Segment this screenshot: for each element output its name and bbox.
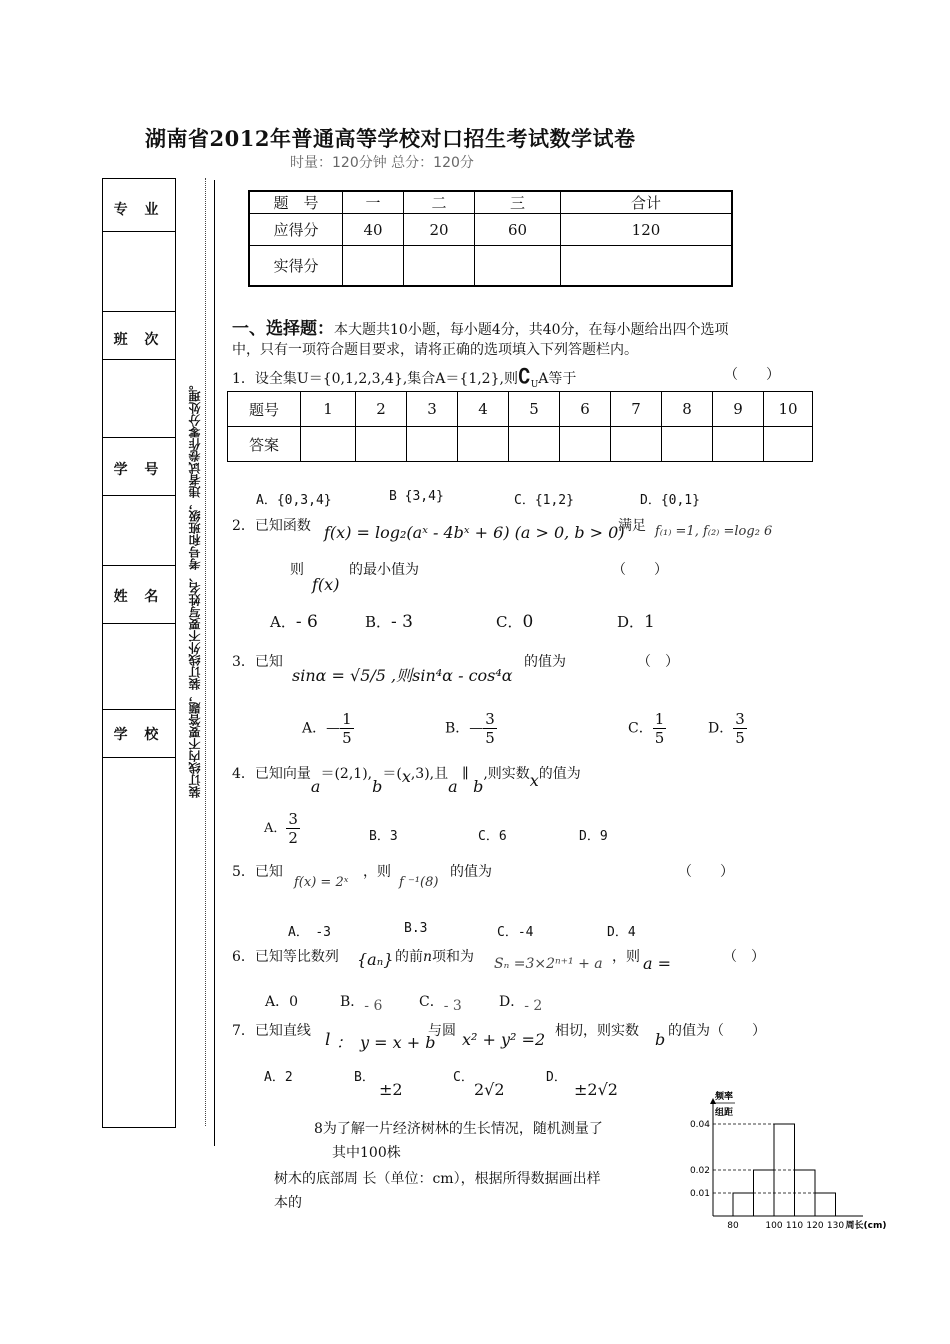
q1-tail: A等于 bbox=[538, 371, 577, 387]
q1-option-c: C．{1,2} bbox=[514, 493, 574, 508]
x-tick-label: 100 bbox=[765, 1221, 783, 1231]
q6-a: a = bbox=[643, 954, 672, 973]
binding-notice: 装订线内不要答题，装订线外不要写姓名、考号和班级，违者试卷作零分处理。 bbox=[188, 378, 202, 798]
field-class: 班 次 bbox=[113, 332, 165, 348]
q1-option-d: D．{0,1} bbox=[640, 493, 700, 508]
answer-header-cell: 9 bbox=[713, 392, 764, 427]
answer-header-cell: 8 bbox=[662, 392, 713, 427]
x-tick-label: 120 bbox=[806, 1221, 824, 1231]
q1-option-b: B {3,4} bbox=[389, 489, 444, 504]
answer-header-cell: 1 bbox=[301, 392, 356, 427]
q7-line-eq: ： y = x + b bbox=[336, 1033, 436, 1052]
answer-header-cell: 7 bbox=[611, 392, 662, 427]
parallel-symbol: ∥ bbox=[462, 766, 469, 782]
q3-option-a-num: 1 bbox=[342, 710, 352, 728]
q4-vec-a2: a bbox=[448, 777, 458, 796]
q4-option-d: D．9 bbox=[579, 829, 608, 844]
q4-x2: x bbox=[529, 771, 539, 790]
q3-option-b-den: 5 bbox=[485, 729, 495, 747]
score-input-cell[interactable] bbox=[404, 246, 475, 286]
q2-option-a bbox=[270, 611, 318, 632]
question-1 bbox=[232, 364, 576, 390]
q6-t1 bbox=[395, 946, 474, 966]
section-intro-line1: 本大题共10小题，每小题4分，共40分，在每小题给出四个选项 bbox=[334, 322, 729, 338]
q7-l: l bbox=[325, 1030, 331, 1050]
q3-option-b-label: B．— bbox=[445, 720, 484, 737]
q7-option-c-label: C． bbox=[453, 1070, 474, 1085]
q2-option-d-value: 1 bbox=[644, 612, 655, 632]
q2-stem: 2．已知函数 bbox=[232, 518, 311, 534]
q6-t3: ，则 bbox=[612, 949, 640, 965]
q2-option-b bbox=[365, 611, 413, 632]
q2-line2-prefix: 则 bbox=[290, 562, 304, 578]
score-header-cell: 三 bbox=[475, 191, 561, 214]
q7-option-d-value: ±2√2 bbox=[574, 1080, 618, 1099]
answer-input-cell[interactable] bbox=[407, 427, 458, 462]
q4-vec-a: a bbox=[310, 777, 321, 796]
q4-option-b: B．3 bbox=[369, 829, 398, 844]
q7-t3: 的值为（ ） bbox=[668, 1023, 766, 1039]
q7-b: b bbox=[655, 1030, 666, 1049]
y-tick-label: 0.04 bbox=[689, 1120, 710, 1130]
q5-option-d: D．4 bbox=[607, 925, 636, 940]
q5-paren: （ ） bbox=[678, 864, 734, 880]
q6-stem: 6．已知等比数列 bbox=[232, 949, 339, 965]
q3-option-c bbox=[628, 710, 666, 747]
q6-option-d-label: D． bbox=[499, 994, 525, 1010]
score-input-cell[interactable] bbox=[475, 246, 561, 286]
histogram-bar bbox=[815, 1193, 836, 1216]
binding-solid-line bbox=[214, 180, 215, 1146]
score-header-cell: 二 bbox=[404, 191, 475, 214]
q8-line4: 本的 bbox=[274, 1195, 302, 1211]
q3-option-d-num: 3 bbox=[735, 710, 745, 728]
score-input-cell[interactable] bbox=[561, 246, 733, 286]
q3-option-a-label: A．— bbox=[302, 720, 341, 737]
score-cell: 实得分 bbox=[249, 246, 343, 286]
score-header-cell: 一 bbox=[343, 191, 404, 214]
q7-option-c-value: 2√2 bbox=[474, 1080, 505, 1099]
q2-option-c bbox=[496, 611, 533, 632]
q5-option-c: C．-4 bbox=[497, 925, 534, 940]
section-heading: 一、选择题： bbox=[232, 319, 334, 339]
score-cell: 120 bbox=[561, 214, 733, 246]
q4-option-a bbox=[264, 810, 300, 847]
q2-line2-tail: 的最小值为 bbox=[349, 562, 419, 578]
answer-input-cell[interactable] bbox=[458, 427, 509, 462]
q4-t1: ＝(2,1), bbox=[320, 766, 373, 782]
q7-t2: 相切，则实数 bbox=[555, 1023, 639, 1039]
q2-condition: f₍₁₎ =1, f₍₂₎ =log₂ 6 bbox=[655, 524, 773, 539]
q7-option-a: A．2 bbox=[264, 1070, 293, 1085]
q4-vec-b: b bbox=[372, 777, 383, 796]
section-intro bbox=[232, 314, 729, 339]
answer-table bbox=[227, 391, 813, 462]
q3-option-a-den: 5 bbox=[342, 729, 352, 747]
answer-header-cell: 3 bbox=[407, 392, 458, 427]
answer-input-cell[interactable] bbox=[356, 427, 407, 462]
q6-option-a: A．0 bbox=[265, 994, 299, 1010]
answer-header-cell: 5 bbox=[509, 392, 560, 427]
x-tick-label: 130 bbox=[826, 1221, 845, 1231]
q1-option-a: A．{0,3,4} bbox=[256, 493, 332, 508]
q7-stem: 7．已知直线 bbox=[232, 1023, 311, 1039]
y-axis-label-top: 频率 bbox=[715, 1092, 734, 1102]
q4-option-a-den: 2 bbox=[288, 829, 298, 847]
q6-paren: （ ） bbox=[723, 949, 765, 965]
q4-option-a-label: A． bbox=[264, 821, 287, 836]
answer-input-cell[interactable] bbox=[301, 427, 356, 462]
q1-stem: 1．设全集U＝{0,1,2,3,4},集合A＝{1,2},则 bbox=[232, 371, 518, 387]
question-4 bbox=[232, 763, 581, 796]
q2-option-a-label: A． bbox=[270, 613, 296, 631]
q2-paren: （ ） bbox=[612, 562, 668, 578]
student-info-box bbox=[102, 178, 176, 1128]
q1-paren: （ ） bbox=[724, 367, 780, 383]
q3-option-d-den: 5 bbox=[735, 729, 745, 747]
q4-t4: ,则实数 bbox=[483, 766, 530, 782]
q6-option-d bbox=[499, 991, 543, 1014]
answer-input-cell[interactable] bbox=[509, 427, 560, 462]
q4-t2: ＝( bbox=[382, 766, 402, 782]
field-school: 学 校 bbox=[113, 727, 165, 743]
q7-option-b-value: ±2 bbox=[379, 1080, 403, 1099]
q6-seq: {aₙ} bbox=[357, 950, 394, 969]
q3-option-b-num: 3 bbox=[485, 710, 495, 728]
answer-label-cell: 答案 bbox=[228, 427, 301, 462]
q6-option-b bbox=[340, 991, 383, 1014]
q6-option-b-label: B． bbox=[340, 994, 365, 1010]
frequency-histogram bbox=[686, 1088, 906, 1238]
q2-option-a-value: - 6 bbox=[295, 612, 318, 632]
q3-tail: 的值为 bbox=[524, 654, 566, 670]
answer-header-cell: 10 bbox=[764, 392, 813, 427]
score-cell: 20 bbox=[404, 214, 475, 246]
histogram-bar bbox=[733, 1193, 754, 1216]
score-cell: 40 bbox=[343, 214, 404, 246]
q6-t2: 项和为 bbox=[432, 949, 475, 965]
q4-option-a-num: 3 bbox=[288, 810, 298, 828]
q2-option-c-value: 0 bbox=[522, 612, 534, 632]
q4-stem: 4．已知向量 bbox=[232, 766, 311, 782]
exam-meta: 时量：120分钟 总分：120分 bbox=[290, 155, 474, 171]
answer-header-cell: 2 bbox=[356, 392, 407, 427]
q5-stem: 5．已知 bbox=[232, 864, 283, 880]
field-major: 专 业 bbox=[113, 202, 165, 218]
complement-symbol: ∁ bbox=[517, 364, 531, 388]
answer-header-cell: 6 bbox=[560, 392, 611, 427]
score-header-cell: 合计 bbox=[561, 191, 733, 214]
q7-circle-eq: x² + y² =2 bbox=[462, 1030, 546, 1049]
answer-header-cell: 4 bbox=[458, 392, 509, 427]
q4-t5: 的值为 bbox=[538, 766, 581, 782]
section-intro-line2: 中，只有一项符合题目要求，请将正确的选项填入下列答题栏内。 bbox=[232, 342, 638, 358]
q1-sub: U bbox=[530, 379, 539, 390]
q2-option-c-label: C． bbox=[496, 613, 523, 631]
q2-option-d bbox=[617, 611, 655, 632]
score-cell: 60 bbox=[475, 214, 561, 246]
q4-vec-b2: b bbox=[473, 777, 484, 796]
answer-input-cell[interactable] bbox=[764, 427, 813, 462]
x-tick-label: 80 bbox=[727, 1221, 739, 1231]
q6-option-b-value: - 6 bbox=[364, 998, 383, 1014]
page-title: 湖南省2012年普通高等学校对口招生考试数学试卷 bbox=[145, 126, 636, 151]
score-table bbox=[248, 190, 733, 287]
q5-option-a: A． -3 bbox=[288, 925, 331, 940]
q8-line3: 树木的底部周 长（单位：cm），根据所得数据画出样 bbox=[274, 1171, 601, 1187]
q4-t3: ,3),且 bbox=[410, 766, 449, 782]
q5-t1: ，则 bbox=[363, 864, 391, 880]
x-tick-label: 110 bbox=[785, 1221, 804, 1231]
q7-t1: 与圆 bbox=[428, 1023, 456, 1039]
q8-line1: 8为了解一片经济树林的生长情况，随机测量了 bbox=[314, 1121, 603, 1137]
q3-option-d-label: D． bbox=[708, 720, 734, 737]
q7-option-b-label: B． bbox=[354, 1070, 375, 1085]
q6-n: n bbox=[423, 949, 433, 965]
q5-t2: 的值为 bbox=[450, 864, 492, 880]
q2-option-b-value: - 3 bbox=[391, 612, 413, 632]
q2-line2-math: f(x) bbox=[312, 575, 340, 594]
score-header-cell: 题 号 bbox=[249, 191, 343, 214]
q3-paren: （ ） bbox=[637, 654, 679, 670]
x-axis-label: 周长(cm) bbox=[845, 1221, 887, 1231]
q6-t1-text: 的前 bbox=[395, 949, 423, 965]
answer-input-cell[interactable] bbox=[611, 427, 662, 462]
y-tick-label: 0.02 bbox=[689, 1166, 710, 1176]
q7-option-d-label: D． bbox=[546, 1070, 567, 1085]
score-cell: 应得分 bbox=[249, 214, 343, 246]
score-input-cell[interactable] bbox=[343, 246, 404, 286]
q2-condition-label: 满足 bbox=[618, 518, 646, 534]
q3-option-c-label: C． bbox=[628, 720, 653, 737]
q4-x: x bbox=[401, 767, 411, 786]
answer-header-cell: 题号 bbox=[228, 392, 301, 427]
q5-math1: f(x) = 2ˣ bbox=[294, 875, 349, 890]
q3-math: sinα = √5/5 ,则sin⁴α - cos⁴α bbox=[292, 666, 513, 685]
q5-option-b: B.3 bbox=[404, 921, 428, 936]
q3-option-d bbox=[708, 710, 747, 747]
q3-stem: 3．已知 bbox=[232, 654, 283, 670]
q6-sum: Sₙ =3×2ⁿ⁺¹ + a bbox=[494, 956, 603, 972]
q3-option-c-den: 5 bbox=[654, 729, 665, 747]
q6-option-d-value: - 2 bbox=[524, 998, 543, 1014]
q5-math2: f ⁻¹(8) bbox=[399, 875, 439, 890]
q6-option-c-value: - 3 bbox=[443, 998, 462, 1014]
y-tick-label: 0.01 bbox=[689, 1189, 710, 1199]
q2-function: f(x) = log₂(aˣ - 4bˣ + 6) (a > 0, b > 0) bbox=[324, 523, 625, 542]
q8-line2: 其中100株 bbox=[332, 1145, 401, 1161]
q3-option-c-num: 1 bbox=[654, 710, 665, 728]
field-student-id: 学 号 bbox=[113, 462, 165, 478]
answer-input-cell[interactable] bbox=[560, 427, 611, 462]
q3-option-a bbox=[302, 710, 354, 747]
y-axis-label-bottom: 组距 bbox=[715, 1108, 734, 1118]
q2-option-b-label: B． bbox=[365, 613, 392, 631]
q3-option-b bbox=[445, 710, 497, 747]
answer-input-cell[interactable] bbox=[713, 427, 764, 462]
field-name: 姓 名 bbox=[113, 589, 165, 605]
q2-option-d-label: D． bbox=[617, 613, 645, 631]
answer-input-cell[interactable] bbox=[662, 427, 713, 462]
q4-option-c: C．6 bbox=[478, 829, 507, 844]
q6-option-c bbox=[419, 991, 462, 1014]
q6-option-c-label: C． bbox=[419, 994, 444, 1010]
binding-dotted-line bbox=[205, 178, 206, 1126]
